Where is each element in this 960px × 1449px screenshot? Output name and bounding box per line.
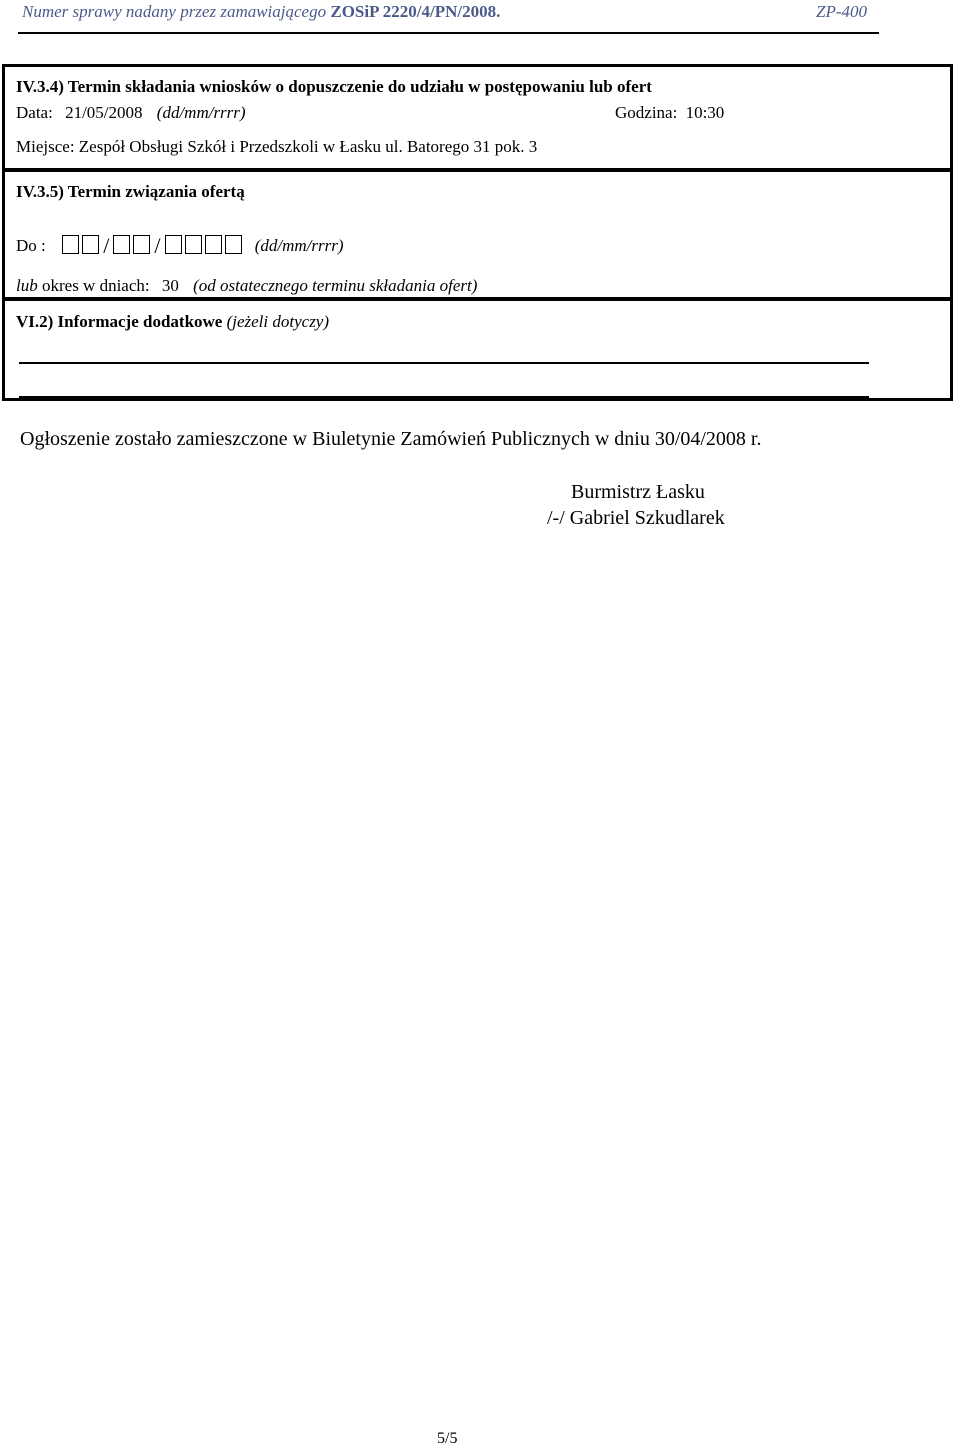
form-code: ZP-400 bbox=[816, 2, 867, 21]
binding-date-row bbox=[16, 233, 344, 259]
binding-date-format-hint: (dd/mm/rrrr) bbox=[254, 236, 344, 255]
publication-statement: Ogłoszenie zostało zamieszczone w Biuletynie Zamówień Publicznych w dniu 30/04/2008 r. bbox=[20, 428, 762, 450]
binding-period-row bbox=[16, 276, 477, 296]
lub-label: lub bbox=[16, 276, 38, 295]
answer-line bbox=[19, 362, 869, 364]
year-digit-box bbox=[205, 235, 222, 254]
case-number-line bbox=[22, 2, 500, 22]
date-separator: / bbox=[103, 233, 110, 258]
date-label: Data: bbox=[16, 103, 53, 122]
section-iv35-heading: IV.3.5) Termin związania ofertą bbox=[16, 182, 245, 201]
period-label: okres w dniach: bbox=[41, 276, 150, 295]
section-vi2-box bbox=[2, 298, 953, 401]
month-digit-box bbox=[113, 235, 130, 254]
section-vi2-note: (jeżeli dotyczy) bbox=[226, 312, 330, 331]
answer-line bbox=[19, 396, 869, 398]
submission-date: 21/05/2008 bbox=[65, 103, 143, 122]
year-digit-box bbox=[225, 235, 242, 254]
period-value: 30 bbox=[161, 276, 179, 295]
submission-place: Miejsce: Zespół Obsługi Szkół i Przedszkoli w Łasku ul. Batorego 31 pok. 3 bbox=[16, 137, 538, 156]
period-note: (od ostatecznego terminu składania ofert) bbox=[193, 276, 478, 295]
section-vi2-heading: VI.2) Informacje dodatkowe bbox=[16, 312, 223, 331]
month-digit-box bbox=[133, 235, 150, 254]
day-digit-box bbox=[82, 235, 99, 254]
section-vi2-heading-row bbox=[16, 312, 329, 332]
signer-name: /-/ Gabriel Szkudlarek bbox=[547, 507, 725, 529]
year-digit-box bbox=[185, 235, 202, 254]
case-number-prefix: Numer sprawy nadany przez zamawiającego bbox=[22, 2, 331, 21]
section-iv34-box bbox=[2, 64, 953, 171]
page-header bbox=[18, 0, 879, 34]
time-label: Godzina: bbox=[615, 103, 678, 122]
day-digit-box bbox=[62, 235, 79, 254]
submission-time: 10:30 bbox=[685, 103, 725, 122]
case-number: ZOSiP 2220/4/PN/2008. bbox=[330, 2, 501, 21]
date-format-hint: (dd/mm/rrrr) bbox=[156, 103, 246, 122]
section-iv35-box bbox=[2, 169, 953, 300]
page-number: 5/5 bbox=[437, 1430, 458, 1447]
submission-time-row bbox=[615, 103, 724, 123]
date-separator: / bbox=[154, 233, 161, 258]
signer-title: Burmistrz Łasku bbox=[571, 481, 705, 503]
do-label: Do : bbox=[16, 236, 46, 255]
section-iv34-heading: IV.3.4) Termin składania wniosków o dopuszczenie do udziału w postępowaniu lub ofert bbox=[16, 77, 652, 96]
submission-date-row bbox=[16, 103, 246, 123]
year-digit-box bbox=[165, 235, 182, 254]
